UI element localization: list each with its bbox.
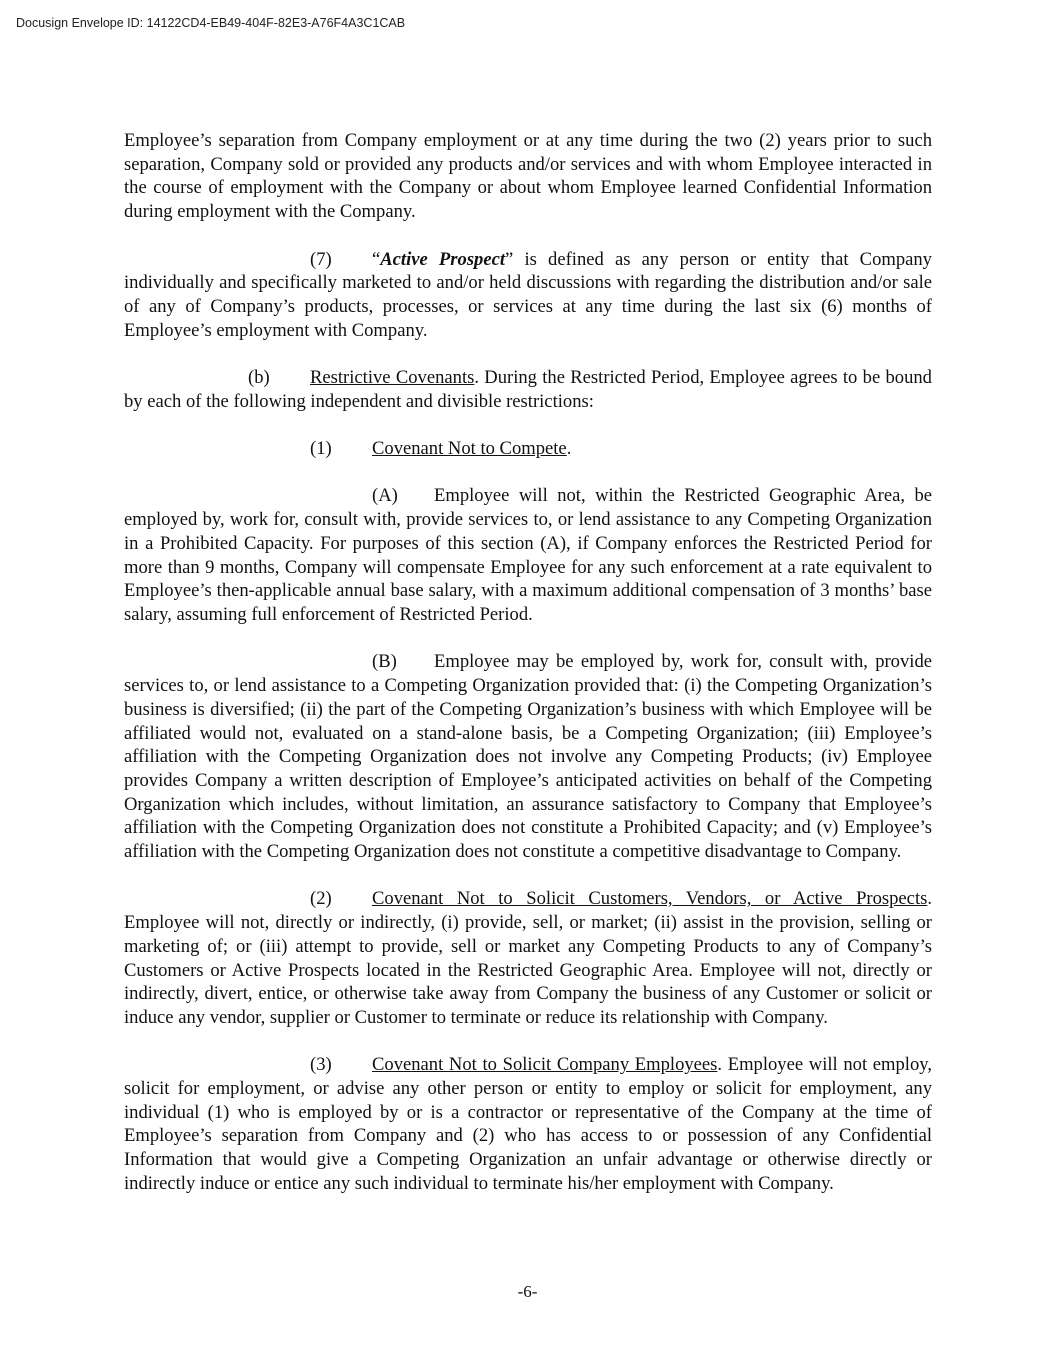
paragraph-text: . Employee will not, directly or indirectly, (i) provide, sell, or market; (ii) assist in the provision, selling or marketing of; or (iii) attempt to provide, sell or market any Competing Products to any of Company’s Customers or Active Prospects located in the Restricted Geographic Area. Employee will not, directly or indirectly, divert, entice, or otherwise take away from Company the business of any Customer or solicit or induce any vendor, supplier or Customer to terminate or reduce its relationship with Company. bbox=[124, 888, 932, 1028]
paragraph-text: . bbox=[566, 438, 572, 460]
section-number: (2) bbox=[310, 888, 332, 910]
paragraph-text: . Employee will not employ, solicit for employment, or advise any other person or entity to employ or solicit for employment, any individual (1) who is employed by or is a contractor or representative of the Company at the time of Employee’s separation from Company and (2) who has access to or possession of any Confidential Information that would give a Competing Organization an unfair advantage or otherwise directly or indirectly induce or entice any such individual to terminate his/her employment with Company. bbox=[124, 1054, 932, 1194]
page-number: -6- bbox=[517, 1282, 538, 1301]
paragraph-active-prospect bbox=[124, 248, 932, 343]
paragraph-text: Employee may be employed by, work for, consult with, provide services to, or lend assistance to a Competing Organization provided that: (i) the Competing Organization’s business is diversified; (ii) the part of the Competing Organization’s business with which Employee will be affiliated would not, evaluated on a stand-alone basis, be a Competing Organization; (iii) Employee’s affiliation with the Competing Organization does not involve any Competing Products; (iv) Employee provides Company a written description of Employee’s anticipated activities on behalf of the Competing Organization which includes, without limitation, an assurance satisfactory to Company that Employee’s affiliation with the Competing Organization does not constitute a Prohibited Capacity; and (v) Employee’s affiliation with the Competing Organization does not constitute a competitive disadvantage to Company. bbox=[124, 651, 932, 863]
section-number: (A) bbox=[372, 485, 398, 507]
paragraph-covenant-not-to-compete bbox=[124, 437, 932, 461]
section-number: (B) bbox=[372, 651, 397, 673]
section-heading: Covenant Not to Compete bbox=[372, 438, 567, 460]
quote-open: “ bbox=[372, 248, 381, 270]
envelope-id: Docusign Envelope ID: 14122CD4-EB49-404F-82E3-A76F4A3C1CAB bbox=[16, 16, 406, 30]
section-number: (b) bbox=[248, 367, 270, 388]
document-body bbox=[124, 129, 932, 1219]
paragraph-non-solicit-customers bbox=[124, 887, 932, 1029]
paragraph-text: is defined as any person or entity that Company individually and specifically marketed to and/or held discussions with regarding the distribution and/or sale of any of Company’s products, processes, or services at any time during the last six (6) months of Employee’s employment with Company. bbox=[124, 248, 932, 341]
section-heading: Restrictive Covenants bbox=[310, 367, 475, 388]
section-heading: Covenant Not to Solicit Customers, Vendors, or Active Prospects bbox=[372, 888, 928, 910]
section-heading: Covenant Not to Solicit Company Employees bbox=[372, 1054, 718, 1076]
section-number: (1) bbox=[310, 438, 332, 460]
quote-close: ” bbox=[505, 248, 514, 270]
paragraph-text: . During the Restricted Period, Employee agrees to be bound by each of the following independent and divisible restrictions: bbox=[124, 367, 932, 412]
paragraph-b bbox=[124, 650, 932, 863]
paragraph-restrictive-covenants bbox=[124, 366, 932, 413]
paragraph-separation-continued: Employee’s separation from Company employment or at any time during the two (2) years prior to such separation, Company sold or provided any products and/or services and with whom Employee interacted in the course of employment with the Company or about whom Employee learned Confidential Information during employment with the Company. bbox=[124, 130, 932, 223]
section-number: (3) bbox=[310, 1054, 332, 1076]
paragraph-text: Employee will not, within the Restricted Geographic Area, be employed by, work for, consult with, provide services to, or lend assistance to any Competing Organization in a Prohibited Capacity. For purposes of this section (A), if Company enforces the Restricted Period for more than 9 months, Company will compensate Employee for any such enforcement at a rate equivalent to Employee’s then-applicable annual base salary, with a maximum additional compensation of 3 months’ base salary, assuming full enforcement of Restricted Period. bbox=[124, 485, 932, 625]
defined-term: Active Prospect bbox=[380, 248, 506, 270]
section-number: (7) bbox=[310, 248, 332, 270]
paragraph-a bbox=[124, 484, 932, 626]
paragraph-non-solicit-employees bbox=[124, 1053, 932, 1195]
